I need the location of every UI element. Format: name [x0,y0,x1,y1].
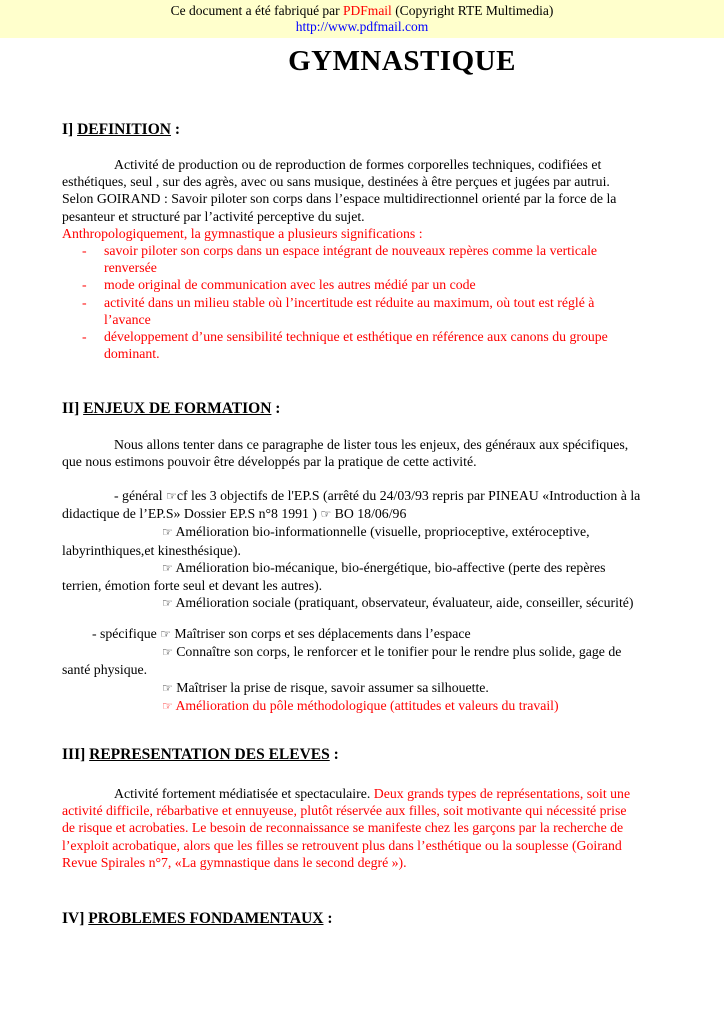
text-line: Maîtriser son corps et ses déplacements dans l’espace [170,626,471,641]
text-line: Anthropologiquement, la gymnastique a plusieurs significations : [62,225,423,241]
text-line: que nous estimons pouvoir être développés par la pratique de cette activité. [62,454,477,470]
banner-suffix: (Copyright RTE Multimedia) [391,3,554,18]
pointing-hand-icon: ☞ [162,596,173,611]
dash-marker: - [82,329,87,345]
pointing-hand-icon: ☞ [162,698,173,713]
list-item-text: activité dans un milieu stable où l’incertitude est réduite au maximum, où tout est réglé à [104,294,595,310]
text-line: Nous allons tenter dans ce paragraphe de lister tous les enjeux, des généraux aux spécifiques, [114,437,629,452]
pointing-hand-icon: ☞ [166,489,177,503]
pointing-hand-icon: ☞ [320,507,332,522]
general-label: - général [114,488,167,503]
text-line: esthétiques, seul , sur des agrès, avec ou sans musique, destinées à être perçues et jugées par autrui. [62,174,610,190]
text-line: activité difficile, rébarbative et ennuyeuse, plutôt réservée aux filles, soit motivante qui nécessité prise [62,803,627,819]
pointing-hand-icon: ☞ [160,627,171,641]
text-line: Amélioration bio-mécanique, bio-énergétique, bio-affective (perte des repères [172,559,606,575]
section-label: DEFINITION [77,121,171,138]
section-heading-problemes [62,910,333,928]
section-heading-enjeux [62,400,280,418]
section-number: IV] [62,910,85,927]
text-line: Amélioration sociale (pratiquant, observateur, évaluateur, aide, conseiller, sécurité) [172,595,634,611]
specifique-label: - spécifique [92,626,161,641]
text-line: Maîtriser la prise de risque, savoir assumer sa silhouette. [172,679,489,695]
enjeux-specifique [62,625,662,715]
list-item-text: mode original de communication avec les autres médié par un code [104,277,476,293]
list-item-text: renversée [104,260,157,276]
text-line: Deux grands types de représentations, soit une [373,786,631,801]
section-heading-representation [62,746,339,764]
pointing-hand-icon: ☞ [162,645,173,660]
dash-marker: - [82,294,87,310]
pointing-hand-icon: ☞ [162,680,173,695]
section-label: REPRESENTATION DES ELEVES [89,746,330,763]
section-label: PROBLEMES FONDAMENTAUX [88,910,324,927]
section-colon: : [170,121,181,138]
list-item-text: dominant. [104,346,160,362]
section-number: II] [62,400,80,417]
text-line: didactique de l’EP.S» Dossier EP.S n°8 1991 ) [62,506,321,522]
text-line: Revue Spirales n°7, «La gymnastique dans le second degré »). [62,854,407,870]
list-item [62,294,662,328]
text-line: Activité fortement médiatisée et spectaculaire. [114,786,374,801]
significations-list [62,242,662,362]
section-label: ENJEUX DE FORMATION [83,400,272,417]
enjeux-intro [62,436,662,470]
section-colon: : [271,400,281,417]
text-line: Connaître son corps, le renforcer et le tonifier pour le rendre plus solide, gage de [172,644,622,660]
enjeux-general [62,487,662,612]
banner-brand: PDFmail [343,3,392,18]
text-line: Amélioration du pôle méthodologique (attitudes et valeurs du travail) [172,697,559,713]
text-line: de risque et acrobaties. Le besoin de reconnaissance se manifeste chez les garçons par la recherche de [62,820,624,836]
section-colon: : [323,910,333,927]
text-line: Selon GOIRAND : Savoir piloter son corps dans l’espace multidirectionnel orienté par la force de la [62,191,617,207]
section-number: III] [62,746,86,763]
banner-prefix: Ce document a été fabriqué par [170,3,344,18]
text-line: labyrinthiques,et kinesthésique). [62,542,241,558]
dash-marker: - [82,277,87,293]
banner-url-link[interactable]: http://www.pdfmail.com [295,19,429,34]
pdfmail-banner [0,0,724,38]
banner-line [0,3,724,19]
list-item [62,328,662,362]
pointing-hand-icon: ☞ [162,525,173,540]
section-colon: : [329,746,339,763]
text-line: l’exploit acrobatique, alors que les filles se retrouvent plus dans l’esthétique ou la souplesse (Goirand [62,837,622,853]
list-item [62,242,662,276]
section-heading-definition [62,121,180,139]
definition-text [62,156,662,362]
text-line: Activité de production ou de reproduction de formes corporelles techniques, codifiées et [114,157,602,172]
pointing-hand-icon: ☞ [162,560,173,575]
list-item-text: l’avance [104,311,151,327]
text-line: terrien, émotion forte seul et devant les autres). [62,578,323,594]
list-item [62,276,662,293]
dash-marker: - [82,243,87,259]
text-line: Amélioration bio-informationnelle (visuelle, proprioceptive, extéroceptive, [172,524,590,540]
page-title: GYMNASTIQUE [288,45,516,77]
list-item-text: développement d’une sensibilité technique et esthétique en référence aux canons du groupe [104,329,608,345]
text-line: BO 18/06/96 [331,506,407,522]
text-line: cf les 3 objectifs de l'EP.S (arrêté du 24/03/93 repris par PINEAU «Introduction à la [176,488,641,503]
list-item-text: savoir piloter son corps dans un espace intégrant de nouveaux repères comme la verticale [104,243,598,259]
section-number: I] [62,121,74,138]
text-line: pesanteur et structuré par l’activité perceptive du sujet. [62,208,365,224]
text-line: santé physique. [62,662,148,678]
representation-text [62,785,662,871]
